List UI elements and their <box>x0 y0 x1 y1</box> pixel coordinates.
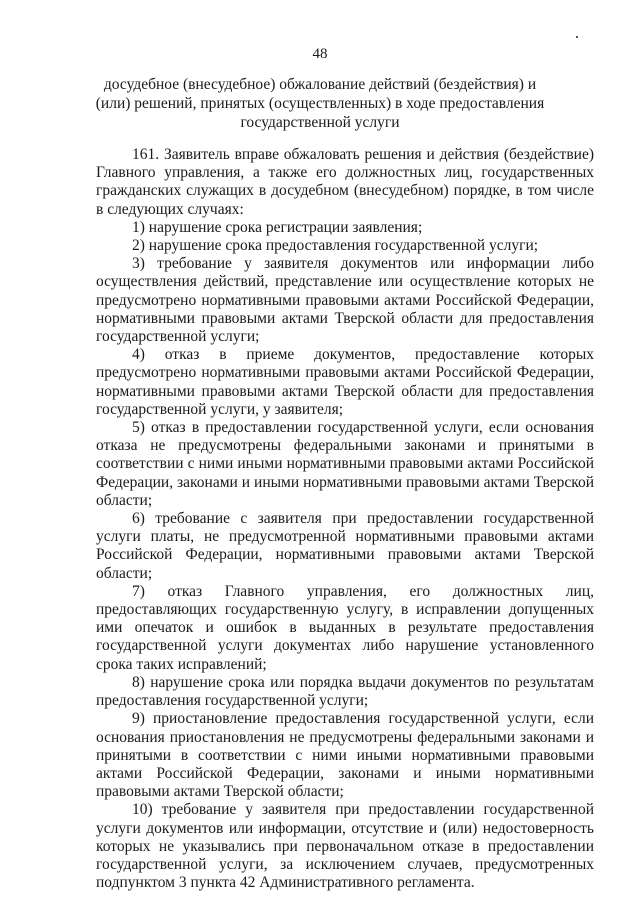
section-title: досудебное (внесудебное) обжалование действий (бездействия) и (или) решений, принятых (осуществленных) в ходе предоставления государственной услуги <box>95 76 545 131</box>
list-item-3: 3) требование у заявителя документов или информации либо осуществления действий, представление или осуществление которых не предусмотрено нормативными правовыми актами Российской Федерации, нормативными правовыми актами Тверской области для предоставления государственной услуги; <box>96 255 594 346</box>
list-item-2: 2) нарушение срока предоставления государственной услуги; <box>132 237 539 255</box>
paragraph-161-intro: 161. Заявитель вправе обжаловать решения и действия (бездействие) Главного управления, а также его должностных лиц, государственных гражданских служащих в досудебном (внесудебном) порядке, в том числе в следующих случаях: <box>96 146 594 218</box>
list-item-8: 8) нарушение срока или порядка выдачи документов по результатам предоставления государственной услуги; <box>96 673 594 710</box>
page-number: 48 <box>312 46 328 62</box>
list-item-10: 10) требование у заявителя при предоставлении государственной услуги документов или информации, отсутствие и (или) недостоверность которых не указывались при первоначальном отказе в предоставлении государственной услуги, за исключением случаев, предусмотренных подпунктом 3 пункта 42 Административного регламента. <box>96 801 594 892</box>
list-item-4: 4) отказ в приеме документов, предоставление которых предусмотрено нормативными правовыми актами Российской Федерации, нормативными правовыми актами Тверской области для предоставления государственной услуги, у заявителя; <box>96 346 594 418</box>
list-item-5: 5) отказ в предоставлении государственной услуги, если основания отказа не предусмотрены федеральными законами и принятыми в соответствии с ними иными нормативными правовыми актами Российской Федерации, законами и иными нормативными правовыми актами Тверской области; <box>96 419 594 509</box>
scan-speck <box>576 36 578 38</box>
list-item-9: 9) приостановление предоставления государственной услуги, если основания приостановления не предусмотрены федеральными законами и принятыми в соответствии с ними иными нормативными правовыми актами Российской Федерации, законами и иными нормативными правовыми актами Тверской области; <box>96 710 594 801</box>
list-item-6: 6) требование с заявителя при предоставлении государственной услуги платы, не предусмотренной нормативными правовыми актами Российской Федерации, нормативными правовыми актами Тверской области; <box>96 510 594 582</box>
list-item-7: 7) отказ Главного управления, его должностных лиц, предоставляющих государственную услугу, в исправлении допущенных ими опечаток и ошибок в выданных в результате предоставления государственной услуги документах либо нарушение установленного срока таких исправлений; <box>96 582 594 673</box>
list-item-1: 1) нарушение срока регистрации заявления; <box>132 218 423 236</box>
body-text <box>96 146 594 892</box>
